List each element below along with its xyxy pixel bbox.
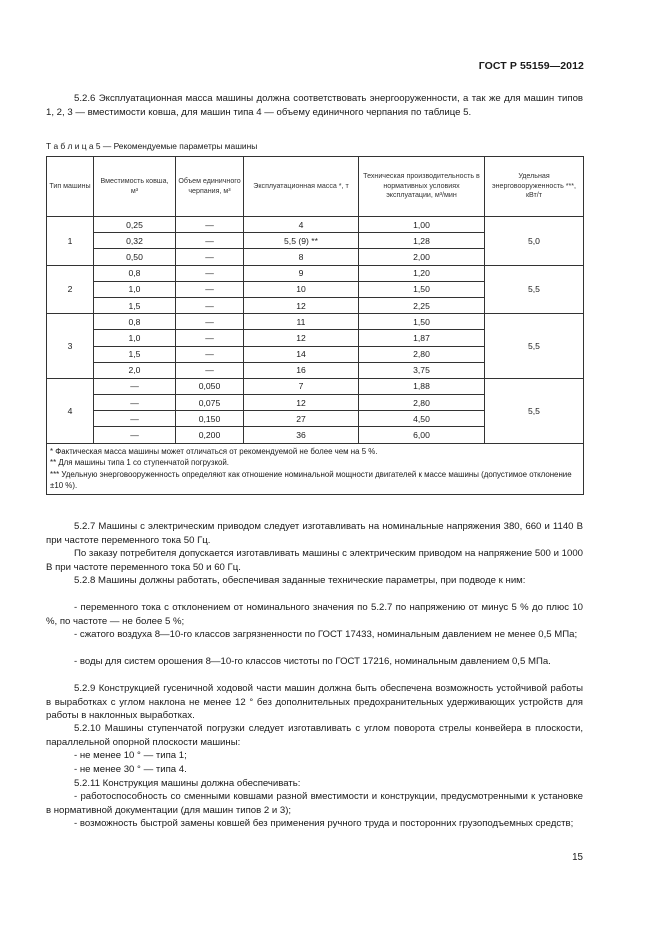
header-type: Тип машины — [47, 157, 94, 217]
intro-paragraph: 5.2.6 Эксплуатационная масса машины должна соответствовать энергооруженности, а так же для машин типов 1, 2, 3 — вместимости ковша, для машин типа 4 — объему единичного черпания по таблице 5. — [46, 93, 583, 118]
cell-mass: 7 — [244, 378, 359, 394]
header-scoop: Объем единичного черпания, м³ — [176, 157, 244, 217]
cell-productivity: 1,88 — [359, 378, 485, 394]
cell-scoop: — — [176, 297, 244, 313]
cell-productivity: 2,80 — [359, 346, 485, 362]
paragraph-5-2-10: 5.2.10 Машины ступенчатой погрузки следует изготавливать с углом поворота стрелы конвейера в плоскости, параллельной опорной плоскости машины: — [46, 723, 583, 748]
header-bucket: Вместимость ковша, м³ — [94, 157, 176, 217]
cell-scoop: — — [176, 265, 244, 281]
cell-bucket: 1,0 — [94, 330, 176, 346]
table-notes — [47, 443, 584, 494]
cell-productivity: 2,80 — [359, 395, 485, 411]
cell-mass: 36 — [244, 427, 359, 443]
paragraph-order: По заказу потребителя допускается изготавливать машины с электрическим приводом на напряжение 500 и 1000 В при частоте переменного тока 50 и 60 Гц. — [46, 548, 583, 573]
cell-bucket: 0,50 — [94, 249, 176, 265]
cell-bucket: — — [94, 378, 176, 394]
parameters-table — [46, 156, 584, 495]
cell-mass: 27 — [244, 411, 359, 427]
cell-type: 4 — [47, 378, 94, 443]
cell-bucket: 0,8 — [94, 314, 176, 330]
paragraph-bucket-change: - возможность быстрой замены ковшей без применения ручного труда и посторонних грузоподъемных средств; — [74, 818, 574, 829]
cell-scoop: — — [176, 249, 244, 265]
paragraph-5-2-8: 5.2.8 Машины должны работать, обеспечивая заданные технические параметры, при подводе к ним: — [74, 575, 526, 586]
paragraph-5-2-9: 5.2.9 Конструкцией гусеничной ходовой части машин должна быть обеспечена возможность устойчивой работы в выработках с углом наклона не менее 12 ° без дополнительных предохранительных удерживающих устройств для работы в наклонных выработках. — [46, 683, 583, 722]
cell-productivity: 1,87 — [359, 330, 485, 346]
cell-bucket: — — [94, 427, 176, 443]
table-row — [47, 378, 584, 394]
cell-bucket: 1,5 — [94, 346, 176, 362]
cell-productivity: 3,75 — [359, 362, 485, 378]
cell-type: 2 — [47, 265, 94, 314]
table-row — [47, 217, 584, 233]
cell-type: 1 — [47, 217, 94, 266]
cell-mass: 8 — [244, 249, 359, 265]
cell-scoop: — — [176, 233, 244, 249]
cell-mass: 4 — [244, 217, 359, 233]
header-mass: Эксплуатационная масса *, т — [244, 157, 359, 217]
page-number: 15 — [572, 852, 583, 863]
cell-type: 3 — [47, 314, 94, 379]
cell-scoop: 0,050 — [176, 378, 244, 394]
cell-mass: 9 — [244, 265, 359, 281]
cell-scoop: — — [176, 281, 244, 297]
cell-scoop: 0,200 — [176, 427, 244, 443]
cell-bucket: 0,32 — [94, 233, 176, 249]
note-1: * Фактическая масса машины может отличаться от рекомендуемой не более чем на 5 %. — [50, 446, 378, 456]
cell-bucket: 1,0 — [94, 281, 176, 297]
table-caption: Т а б л и ц а 5 — Рекомендуемые параметры машины — [46, 141, 258, 151]
table-row — [47, 265, 584, 281]
cell-power: 5,5 — [485, 378, 584, 443]
cell-bucket: 0,25 — [94, 217, 176, 233]
header-productivity: Техническая производительность в нормативных условиях эксплуатации, м³/мин — [359, 157, 485, 217]
paragraph-buckets: - работоспособность со сменными ковшами разной вместимости и конструкции, предусмотренными к установке в нормативной документации (для машин типов 2 и 3); — [46, 791, 583, 816]
paragraph-5-2-7: 5.2.7 Машины с электрическим приводом следует изготавливать на номинальные напряжения 380, 660 и 1140 В при частоте переменного тока 50 Гц. — [46, 521, 583, 546]
paragraph-type-1: - не менее 10 ° — типа 1; — [74, 750, 187, 761]
cell-productivity: 1,50 — [359, 281, 485, 297]
cell-mass: 12 — [244, 330, 359, 346]
cell-mass: 16 — [244, 362, 359, 378]
table-row — [47, 314, 584, 330]
cell-bucket: 0,8 — [94, 265, 176, 281]
cell-mass: 12 — [244, 395, 359, 411]
cell-bucket: — — [94, 395, 176, 411]
cell-mass: 14 — [244, 346, 359, 362]
paragraph-type-4: - не менее 30 ° — типа 4. — [74, 764, 187, 775]
cell-mass: 12 — [244, 297, 359, 313]
cell-bucket: 2,0 — [94, 362, 176, 378]
cell-productivity: 1,00 — [359, 217, 485, 233]
cell-scoop: — — [176, 217, 244, 233]
cell-productivity: 1,50 — [359, 314, 485, 330]
note-2: ** Для машины типа 1 со ступенчатой погрузкой. — [50, 458, 229, 468]
cell-power: 5,5 — [485, 265, 584, 314]
cell-scoop: — — [176, 314, 244, 330]
cell-productivity: 2,25 — [359, 297, 485, 313]
cell-bucket: — — [94, 411, 176, 427]
paragraph-compressed-air: - сжатого воздуха 8—10-го классов загрязненности по ГОСТ 17433, номинальным давлением не менее 0,5 МПа; — [74, 629, 578, 640]
cell-scoop: — — [176, 362, 244, 378]
cell-scoop: — — [176, 346, 244, 362]
document-code: ГОСТ Р 55159—2012 — [478, 60, 584, 72]
cell-scoop: — — [176, 330, 244, 346]
paragraph-ac-current: - переменного тока с отклонением от номинального значения по 5.2.7 по напряжению от минус 5 % до плюс 10 %, по частоте — не более 5 %; — [46, 602, 583, 627]
paragraph-5-2-11: 5.2.11 Конструкция машины должна обеспечивать: — [74, 778, 301, 789]
table-body — [47, 217, 584, 444]
cell-scoop: 0,075 — [176, 395, 244, 411]
cell-mass: 11 — [244, 314, 359, 330]
cell-productivity: 2,00 — [359, 249, 485, 265]
header-power: Удельная энерговооруженность ***, кВт/т — [485, 157, 584, 217]
cell-productivity: 1,20 — [359, 265, 485, 281]
cell-power: 5,0 — [485, 217, 584, 266]
cell-scoop: 0,150 — [176, 411, 244, 427]
cell-bucket: 1,5 — [94, 297, 176, 313]
cell-productivity: 6,00 — [359, 427, 485, 443]
cell-mass: 10 — [244, 281, 359, 297]
cell-productivity: 4,50 — [359, 411, 485, 427]
note-3: *** Удельную энерговооруженность определяют как отношение номинальной мощности двигателей к массе машины (допустимое отклонение ±10 %). — [50, 469, 572, 491]
cell-mass: 5,5 (9) ** — [244, 233, 359, 249]
cell-power: 5,5 — [485, 314, 584, 379]
paragraph-water: - воды для систем орошения 8—10-го классов чистоты по ГОСТ 17216, номинальным давлением 0,5 МПа. — [74, 656, 551, 667]
cell-productivity: 1,28 — [359, 233, 485, 249]
